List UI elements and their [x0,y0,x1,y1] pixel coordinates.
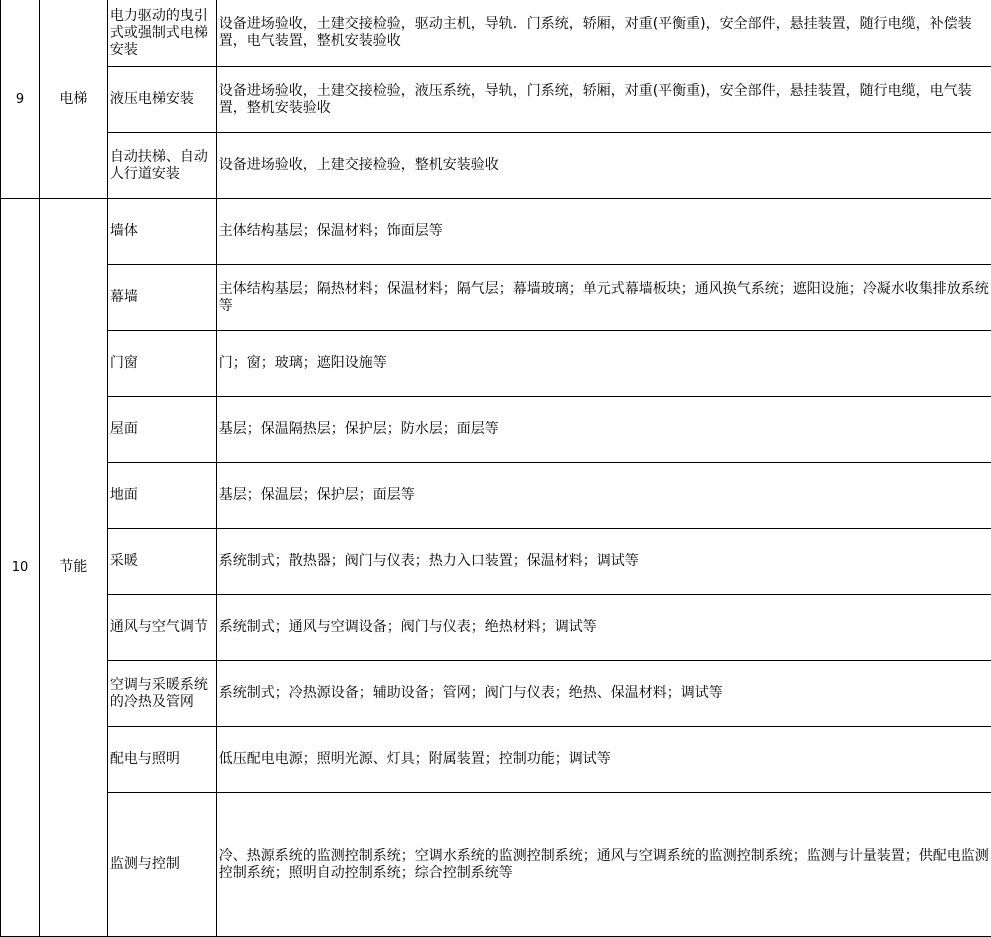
items-cell: 基层；保温隔热层；保护层；防水层；面层等 [216,397,991,463]
subsection-cell: 采暖 [107,529,216,595]
subsection-cell: 配电与照明 [107,727,216,793]
table-row [1,727,991,793]
table-row [1,661,991,727]
subsection-cell: 屋面 [107,397,216,463]
section-category: 节能 [39,199,107,937]
table-row [1,67,991,133]
table-row [1,265,991,331]
items-cell: 主体结构基层；隔热材料；保温材料；隔气层；幕墙玻璃；单元式幕墙板块；通风换气系统；遮阳设施；冷凝水收集排放系统等 [216,265,991,331]
subsection-cell: 幕墙 [107,265,216,331]
items-cell: 设备进场验收，土建交接检验，液压系统，导轨，门系统，轿厢，对重(平衡重)，安全部件，悬挂装置，随行电缆，电气装置，整机安装验收 [216,67,991,133]
items-cell: 系统制式；通风与空调设备；阀门与仪表；绝热材料；调试等 [216,595,991,661]
subsection-cell: 液压电梯安装 [107,67,216,133]
subsection-cell: 监测与控制 [107,793,216,937]
items-cell: 主体结构基层；保温材料；饰面层等 [216,199,991,265]
table-row [1,397,991,463]
items-cell: 低压配电电源；照明光源、灯具；附属装置；控制功能；调试等 [216,727,991,793]
items-cell: 基层；保温层；保护层；面层等 [216,463,991,529]
subsection-cell: 自动扶梯、自动人行道安装 [107,133,216,199]
items-cell: 设备进场验收，土建交接检验，驱动主机，导轨．门系统，轿厢，对重(平衡重)，安全部件，悬挂装置，随行电缆，补偿装置，电气装置，整机安装验收 [216,0,991,67]
table-row [1,0,991,67]
table-row [1,595,991,661]
items-cell: 设备进场验收，上建交接检验，整机安装验收 [216,133,991,199]
table-row [1,529,991,595]
table-row [1,793,991,937]
items-cell: 系统制式；散热器；阀门与仪表；热力入口装置；保温材料；调试等 [216,529,991,595]
items-cell: 系统制式；冷热源设备；辅助设备；管网；阀门与仪表；绝热、保温材料；调试等 [216,661,991,727]
table-row [1,199,991,265]
subsection-cell: 电力驱动的曳引式或强制式电梯安装 [107,0,216,67]
items-cell: 门；窗；玻璃；遮阳设施等 [216,331,991,397]
table-row [1,133,991,199]
section-category: 电梯 [39,0,107,199]
subsection-cell: 空调与采暖系统的冷热及管网 [107,661,216,727]
subsection-cell: 地面 [107,463,216,529]
subsection-cell: 墙体 [107,199,216,265]
subsection-cell: 门窗 [107,331,216,397]
table-row [1,463,991,529]
table-row [1,331,991,397]
section-number: 10 [1,199,40,937]
items-cell: 冷、热源系统的监测控制系统；空调水系统的监测控制系统；通风与空调系统的监测控制系统；监测与计量装置；供配电监测控制系统；照明自动控制系统；综合控制系统等 [216,793,991,937]
subsection-cell: 通风与空气调节 [107,595,216,661]
section-number: 9 [1,0,40,199]
